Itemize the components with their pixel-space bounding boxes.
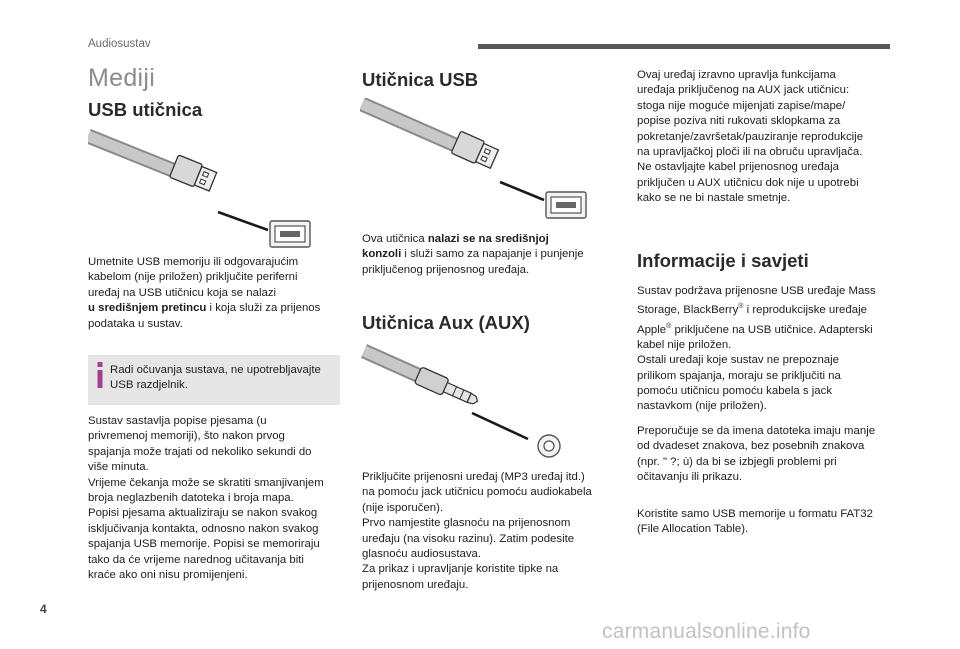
usb-connector-illustration — [360, 98, 592, 222]
text-span: priključene na USB utičnice. Adapterski kabel nije priložen. Ostali uređaji koje sustav ne prepoznaje prilikom spajanja, moraju se priključiti na pomoću utičnicu pomoću kabela s jack nastavkom (nije priložen). — [637, 323, 873, 413]
bold-text-central-compartment: u središnjem pretincu — [88, 302, 207, 315]
info-note-text: Radi očuvanja sustava, ne upotrebljavajte USB razdjelnik. — [110, 364, 321, 392]
uticnica-aux-paragraph: Priključite prijenosni uređaj (MP3 uređaj itd.) na pomoću jack utičnicu pomoću audiokabela (nije isporučen). Prvo namjestite glasnoću na prijenosnom uređaju (na visoku razinu). Zatim podesite glasnoću audiosustava. Za prikaz i upravljanje koristite tipke na prijenosnom uređaju. — [362, 471, 592, 591]
watermark: carmanualsonline.info — [602, 620, 811, 643]
page-title: Mediji — [88, 64, 156, 92]
info-paragraph-fat32: Koristite samo USB memorije u formatu FAT32 (File Allocation Table). — [637, 508, 873, 536]
jack-plug-illustration — [360, 343, 575, 458]
info-paragraph-filenames: Preporučuje se da imena datoteka imaju manje od dvadeset znakova, bez posebnih znakova (npr. " ?; ù) da bi se izbjegli problemi pri očitavanju ili prikazu. — [637, 425, 876, 484]
info-paragraph-devices — [637, 284, 897, 415]
text-span: Sustav podržava prijenosne USB uređaje Mass Storage, BlackBerry — [637, 285, 876, 317]
info-icon — [93, 362, 107, 388]
text-span: i reprodukcijske uređaje Apple — [637, 304, 867, 336]
uticnica-usb-paragraph — [362, 232, 617, 278]
heading-usb-uticnica: USB utičnica — [88, 99, 203, 120]
text-span: Umetnite USB memoriju ili odgovarajućim kabelom (nije priložen) priključite periferni uređaj na USB utičnicu koja se nalazi — [88, 256, 299, 299]
usb-stick-illustration — [88, 128, 318, 250]
text-span: i koja služi za prijenos podataka u sustav. — [88, 302, 321, 330]
heading-informacije-savjeti: Informacije i savjeti — [637, 250, 809, 271]
usb-uticnica-paragraph-2: Sustav sastavlja popise pjesama (u privremenoj memoriji), što nakon prvog spajanja može trajati od nekoliko sekundi do više minuta. Vrijeme čekanja može se skratiti smanjivanjem broja neglazbenih datoteka i broja mapa. Popisi pjesama aktualiziraju se nakon svakog isključivanja kontakta, odnosno nakon svakog spajanja USB memorije. Popisi se memoriraju tako da će vrijeme narednog učitavanja biti kraće ako oni nisu promijenjeni. — [88, 415, 324, 582]
text-span: Ova utičnica — [362, 233, 428, 245]
info-note-box — [88, 355, 340, 405]
text-span: i služi samo za napajanje i punjenje priključenog prijenosnog uređaja. — [362, 248, 584, 276]
heading-uticnica-usb: Utičnica USB — [362, 69, 479, 90]
header-section-label: Audiosustav — [88, 38, 151, 50]
header-divider-bar — [478, 44, 890, 49]
page-number: 4 — [40, 602, 47, 616]
heading-uticnica-aux: Utičnica Aux (AUX) — [362, 312, 530, 333]
registered-mark: ® — [666, 322, 672, 330]
registered-mark: ® — [738, 303, 744, 311]
bold-text-central-console: nalazi se na središnjoj konzoli — [362, 233, 549, 261]
aux-control-paragraph: Ovaj uređaj izravno upravlja funkcijama uređaja priključenog na AUX jack utičnicu: stoga nije moguće mijenjati zapise/mape/ popise poziva niti rukovati sklopkama za pokretanje/završetak/pauziranje reprodukcije na upravljačkoj ploči ili na obruču upravljača. Ne ostavljajte kabel prijenosnog uređaja priključen u AUX utičnicu dok nije u upotrebi kako se ne bi nastale smetnje. — [637, 69, 864, 205]
usb-uticnica-paragraph-1 — [88, 255, 343, 332]
